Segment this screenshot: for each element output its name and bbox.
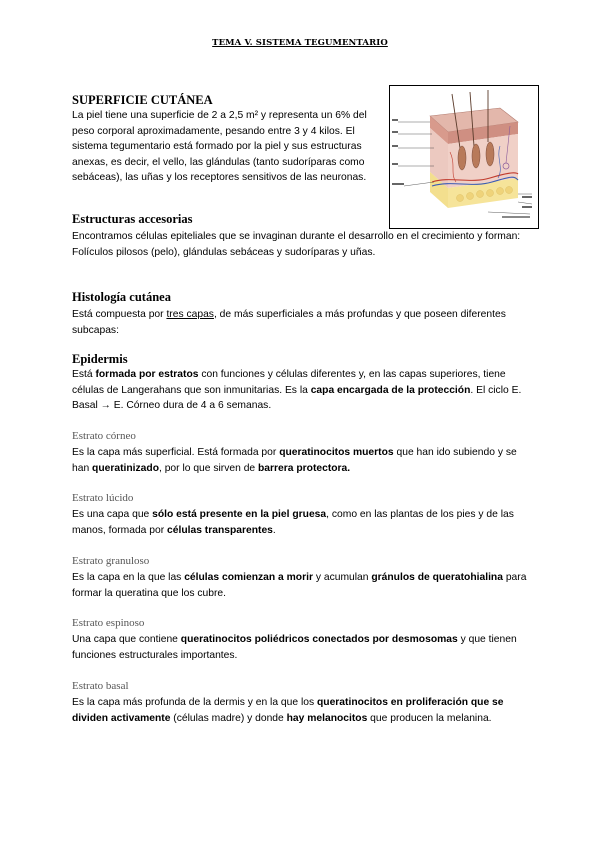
paragraph-histologia-cutanea: Está compuesta por tres capas, de más superficiales a más profundas y que poseen diferentes subcapas:	[72, 309, 506, 336]
heading-estrato-basal: Estrato basal	[72, 680, 129, 692]
paragraph-estructuras-accesorias: Encontramos células epiteliales que se invaginan durante el desarrollo en el crecimiento y forman: Folículos pilosos (pelo), glándulas sebáceas y sudoríparas y uñas.	[72, 231, 521, 258]
paragraph-estrato-lucido: Es una capa que sólo está presente en la piel gruesa, como en las plantas de los pies y de las manos, formada por células transparentes.	[72, 509, 514, 536]
heading-epidermis: Epidermis	[72, 352, 128, 366]
skin-cross-section-illustration	[390, 86, 538, 228]
heading-histologia-cutanea: Histología cutánea	[72, 290, 171, 304]
heading-estrato-granuloso: Estrato granuloso	[72, 555, 150, 567]
heading-estrato-espinoso: Estrato espinoso	[72, 617, 145, 629]
skin-diagram-figure	[389, 85, 539, 229]
paragraph-estrato-espinoso: Una capa que contiene queratinocitos poliédricos conectados por desmosomas y que tienen funciones estructurales importantes.	[72, 634, 517, 661]
page-title: TEMA V. SISTEMA TEGUMENTARIO	[212, 38, 388, 48]
paragraph-estrato-granuloso: Es la capa en la que las células comienzan a morir y acumulan gránulos de queratohialina para formar la queratina que los cubre.	[72, 572, 527, 599]
heading-superficie-cutanea: SUPERFICIE CUTÁNEA	[72, 93, 213, 107]
paragraph-estrato-basal: Es la capa más profunda de la dermis y en la que los queratinocitos en proliferación que se dividen activamente (células madre) y donde hay melanocitos que producen la melanina.	[72, 697, 504, 724]
paragraph-superficie-cutanea: La piel tiene una superficie de 2 a 2,5 m² y representa un 6% del peso corporal aproximadamente, pesando entre 3 y 4 kilos. El sistema tegumentario está formado por la piel y sus estructuras anexas, es decir, el vello, las glándulas (tanto sudoríparas como sebáceas), las uñas y los receptores sensitivos de las neuronas.	[72, 110, 367, 183]
heading-estructuras-accesorias: Estructuras accesorias	[72, 212, 193, 226]
heading-estrato-corneo: Estrato córneo	[72, 430, 136, 442]
underlined-tres-capas: tres capas	[166, 309, 214, 320]
heading-estrato-lucido: Estrato lúcido	[72, 492, 134, 504]
paragraph-epidermis: Está formada por estratos con funciones y células diferentes y, en las capas superiores, tiene células de Langerahans que son inmunitarias. Es la capa encargada de la protección. El ciclo E. Basal → E. Córneo dura de 4 a 6 semanas.	[72, 369, 522, 411]
paragraph-estrato-corneo: Es la capa más superficial. Está formada por queratinocitos muertos que han ido subiendo y se han queratinizado, por lo que sirven de barrera protectora.	[72, 447, 517, 474]
